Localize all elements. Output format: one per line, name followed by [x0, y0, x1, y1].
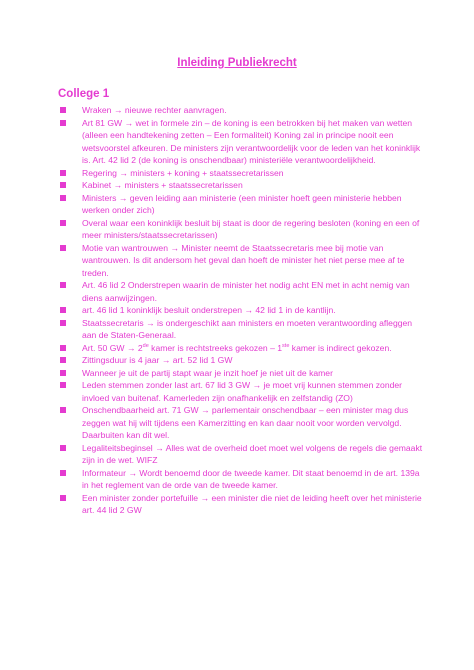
bullet-icon	[60, 407, 66, 413]
bullet-icon	[60, 282, 66, 288]
list-item	[58, 317, 423, 342]
list-item-text: art. 46 lid 1 koninklijk besluit onderstrepen → 42 lid 1 in de kantlijn.	[82, 305, 336, 315]
list-item-text: Ministers → geven leiding aan ministerie (een minister hoeft geen ministerie hebben werken onder zich)	[82, 192, 402, 215]
notes-list	[58, 104, 423, 517]
list-item-text: Regering → ministers + koning + staatssecretarissen	[82, 167, 284, 178]
bullet-icon	[60, 320, 66, 326]
list-item-text: Motie van wantrouwen → Minister neemt de Staatssecretaris mee bij motie van wantrouwen. Is dit andersom het geval dan hoeft de minister het niet perse mee af te treden.	[82, 242, 405, 278]
list-item-text: Art. 46 lid 2 Onderstrepen waarin de minister het nodig acht EN met in acht nemig van diens aanwijzingen.	[82, 280, 410, 303]
section-heading: College 1	[58, 88, 110, 100]
list-item-text: Informateur → Wordt benoemd door de tweede kamer. Dit staat benoemd in de art. 139a in het reglement van de orde van de tweede kamer.	[82, 467, 420, 490]
bullet-icon	[60, 220, 66, 226]
superscript: de	[142, 342, 149, 349]
list-item-text: Overal waar een koninklijk besluit bij staat is door de regering besloten (koning en een of meer ministers/staatssecretarissen)	[82, 217, 420, 240]
list-item-text: Leden stemmen zonder last art. 67 lid 3 GW → je moet vrij kunnen stemmen zonder invloed van buitenaf. Kamerleden zijn onafhankelijk en zelfstandig (ZO)	[82, 380, 403, 403]
bullet-icon	[60, 345, 66, 351]
list-item-text: Art. 50 GW → 2de kamer is rechtstreeks gekozen – 1ste kamer is indirect gekozen.	[82, 342, 392, 353]
list-item-text: Kabinet → ministers + staatssecretarissen	[82, 180, 243, 190]
list-item-text: Wanneer je uit de partij stapt waar je inzit hoef je niet uit de kamer	[82, 367, 333, 378]
list-item	[58, 379, 423, 404]
list-item	[58, 367, 423, 380]
list-item	[58, 279, 423, 304]
bullet-icon	[60, 120, 66, 126]
bullet-icon	[60, 357, 66, 363]
list-item-text: Een minister zonder portefuille → een minister die niet de leiding heeft over het ministerie art. 44 lid 2 GW	[82, 492, 422, 515]
bullet-icon	[60, 382, 66, 388]
bullet-icon	[60, 107, 66, 113]
list-item	[58, 492, 423, 517]
list-item-text: Staatssecretaris → is ondergeschikt aan ministers en moeten verantwoording afleggen aan de Staten-Generaal.	[82, 317, 413, 340]
document-title: Inleiding Publiekrecht	[177, 57, 297, 69]
list-item	[58, 467, 423, 492]
list-item	[58, 242, 423, 280]
list-item	[58, 117, 423, 167]
list-item-text: Art 81 GW → wet in formele zin – de koning is een betrokken bij het maken van wetten (alleen een handtekening zetten – Een formaliteit) Koning zal in principe nooit een wetsvoorstel afkeuren. De ministers zijn verantwoordelijk voor de leden van het koninklijk is. Art. 42 lid 2 (de koning is onschendbaar) ministeriële verantwoordelijkheid.	[82, 117, 421, 165]
list-item	[58, 104, 423, 117]
bullet-icon	[60, 195, 66, 201]
list-item-text: Zittingsduur is 4 jaar → art. 52 lid 1 GW	[82, 355, 233, 365]
list-item	[58, 354, 423, 367]
list-item	[58, 404, 423, 442]
bullet-icon	[60, 182, 66, 188]
list-item	[58, 192, 423, 217]
bullet-icon	[60, 495, 66, 501]
list-item-text: Wraken → nieuwe rechter aanvragen.	[82, 105, 227, 115]
bullet-icon	[60, 470, 66, 476]
bullet-icon	[60, 307, 66, 313]
bullet-icon	[60, 370, 66, 376]
bullet-icon	[60, 170, 66, 176]
list-item	[58, 167, 423, 180]
list-item	[58, 442, 423, 467]
bullet-icon	[60, 245, 66, 251]
list-item	[58, 179, 423, 192]
superscript: ste	[282, 342, 290, 349]
list-item	[58, 342, 423, 355]
bullet-icon	[60, 445, 66, 451]
list-item	[58, 217, 423, 242]
list-item-text: Onschendbaarheid art. 71 GW → parlementair onschendbaar – een minister mag dus zeggen wat hij wilt tijdens een Kamerzitting en kan daar nooit voor worden vervolgd. Daarbuiten kan dit wel.	[82, 405, 409, 440]
list-item-text: Legaliteitsbeginsel → Alles wat de overheid doet moet wel volgens de regels die gemaakt zijn in de wet. WIFZ	[82, 442, 423, 465]
list-item	[58, 304, 423, 317]
